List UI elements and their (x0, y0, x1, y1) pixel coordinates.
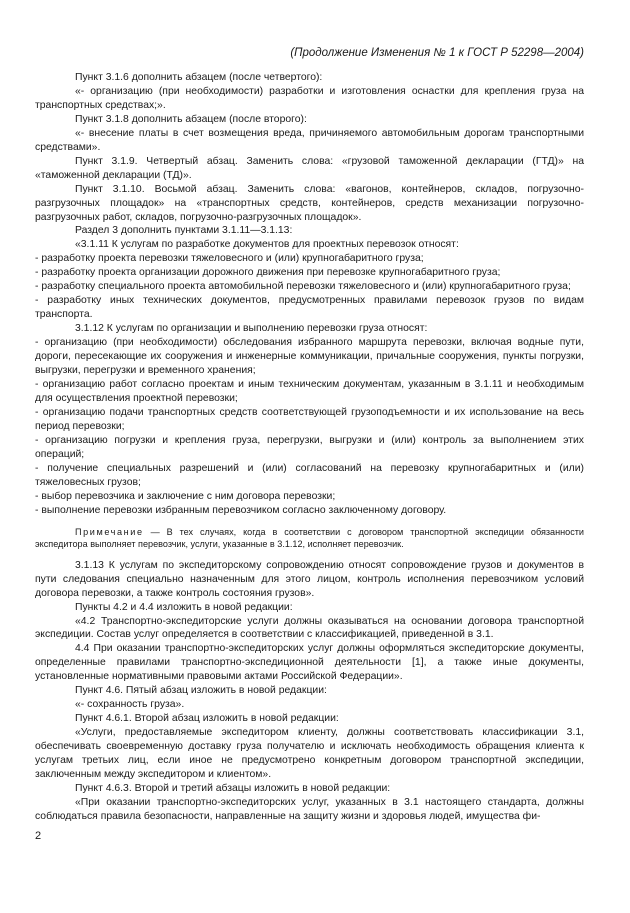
paragraph: Пункт 3.1.9. Четвертый абзац. Заменить слова: «грузовой таможенной декларации (ГТД)» на «таможенной декларации (ТД)». (35, 155, 584, 181)
paragraph: «Услуги, предоставляемые экспедитором клиенту, должны соответствовать классификации 3.1, обеспечивать своевременную доставку груза получателю и исключать необходимость обращения клиента к услугам третьих лиц, если иное не предусмотрено конкретным договором транспортной экспедиции, заключенным между экспедитором и клиентом». (35, 727, 584, 780)
paragraph: Пункт 3.1.8 дополнить абзацем (после второго): (75, 113, 307, 125)
paragraph: Пункт 4.6. Пятый абзац изложить в новой редакции: (75, 685, 327, 697)
paragraph: Пункт 3.1.6 дополнить абзацем (после четвертого): (75, 72, 323, 83)
page-header: (Продолжение Изменения № 1 к ГОСТ Р 52298—2004) (290, 47, 584, 59)
list-item: - разработку проекта перевозки тяжеловесного и (или) крупногабаритного груза; (35, 253, 424, 265)
paragraph: «- внесение платы в счет возмещения вреда, причиняемого автомобильным дорогам транспортными средствами». (35, 127, 584, 153)
paragraph: 3.1.13 К услугам по экспедиторскому сопровождению относят сопровождение грузов и документов в пути следования специально назначенным для этого лицом, контроль исполнения перевозчиком условий договора перевозки, а также контроль состояния грузов». (35, 559, 584, 599)
paragraph: «3.1.11 К услугам по разработке документов для проектных перевозок относят: (75, 239, 459, 251)
list-item: - разработку иных технических документов, предусмотренных правилами перевозок грузов по видам транспорта. (35, 295, 584, 321)
note-text: — В тех случаях, когда в соответствии с договором транспортной экспедиции обязанности экспедитора выполняет перевозчик, услуги, указанные в 3.1.12, исполняет перевозчик. (35, 526, 584, 550)
paragraph: Пункт 3.1.10. Восьмой абзац. Заменить слова: «вагонов, контейнеров, складов, погрузочно-разгрузочных площадок» на «транспортных средств, контейнеров, средств механизации погрузочно-разгрузочных работ, складов, погрузочно-разгрузочных площадок». (35, 183, 584, 223)
note-label: Примечание (75, 526, 144, 537)
paragraph: Раздел 3 дополнить пунктами 3.1.11—3.1.13: (75, 225, 293, 237)
list-item: - выполнение перевозки избранным перевозчиком согласно заключенному договору. (35, 504, 447, 516)
list-item: - разработку проекта организации дорожного движения при перевозке крупногабаритного груза; (35, 267, 501, 279)
list-item: - организацию подачи транспортных средств соответствующей грузоподъемности и их использование на весь период перевозки; (35, 406, 584, 432)
paragraph: 3.1.12 К услугам по организации и выполнению перевозки груза относят: (75, 323, 428, 335)
paragraph: Пункты 4.2 и 4.4 изложить в новой редакции: (75, 601, 293, 613)
paragraph: 4.4 При оказании транспортно-экспедиторских услуг должны оформляться экспедиторские документы, определенные правилами транспортно-экспедиционной деятельности [1], а также иные документы, установленные нормативными правовыми актами Российской Федерации». (35, 643, 584, 683)
paragraph: «4.2 Транспортно-экспедиторские услуги должны оказываться на основании договора транспортной экспедиции. Состав услуг определяется в соответствии с классификацией, приведенной в 3.1. (35, 615, 584, 641)
note (35, 526, 584, 551)
paragraph: Пункт 4.6.3. Второй и третий абзацы изложить в новой редакции: (75, 782, 391, 794)
document-body (35, 71, 584, 824)
list-item: - организацию (при необходимости) обследования избранного маршрута перевозки, включая водные пути, дороги, пересекающие их сооружения и инженерные коммуникации, причальные сооружения, пункты погрузки, выгрузки, перегрузки и временного хранения; (35, 337, 584, 377)
list-item: - организацию работ согласно проектам и иным техническим документам, указанным в 3.1.11 и необходимым для осуществления проектной перевозки; (35, 378, 584, 404)
page-number: 2 (35, 830, 42, 842)
paragraph: «- организацию (при необходимости) разработки и изготовления оснастки для крепления груза на транспортных средствах;». (35, 85, 584, 111)
list-item: - организацию погрузки и крепления груза, перегрузки, выгрузки и (или) контроль за выполнением этих операций; (35, 434, 584, 460)
list-item: - выбор перевозчика и заключение с ним договора перевозки; (35, 490, 336, 502)
list-item: - получение специальных разрешений и (или) согласований на перевозку крупногабаритных и (или) тяжеловесных грузов; (35, 462, 584, 488)
list-item: - разработку специального проекта автомобильной перевозки тяжеловесного и (или) крупногабаритного груза; (35, 281, 571, 293)
paragraph: «При оказании транспортно-экспедиторских услуг, указанных в 3.1 настоящего стандарта, должны соблюдаться правила безопасности, направленные на защиту жизни и здоровья людей, имущества фи- (35, 796, 584, 822)
paragraph: «- сохранность груза». (75, 699, 185, 711)
paragraph: Пункт 4.6.1. Второй абзац изложить в новой редакции: (75, 713, 339, 725)
